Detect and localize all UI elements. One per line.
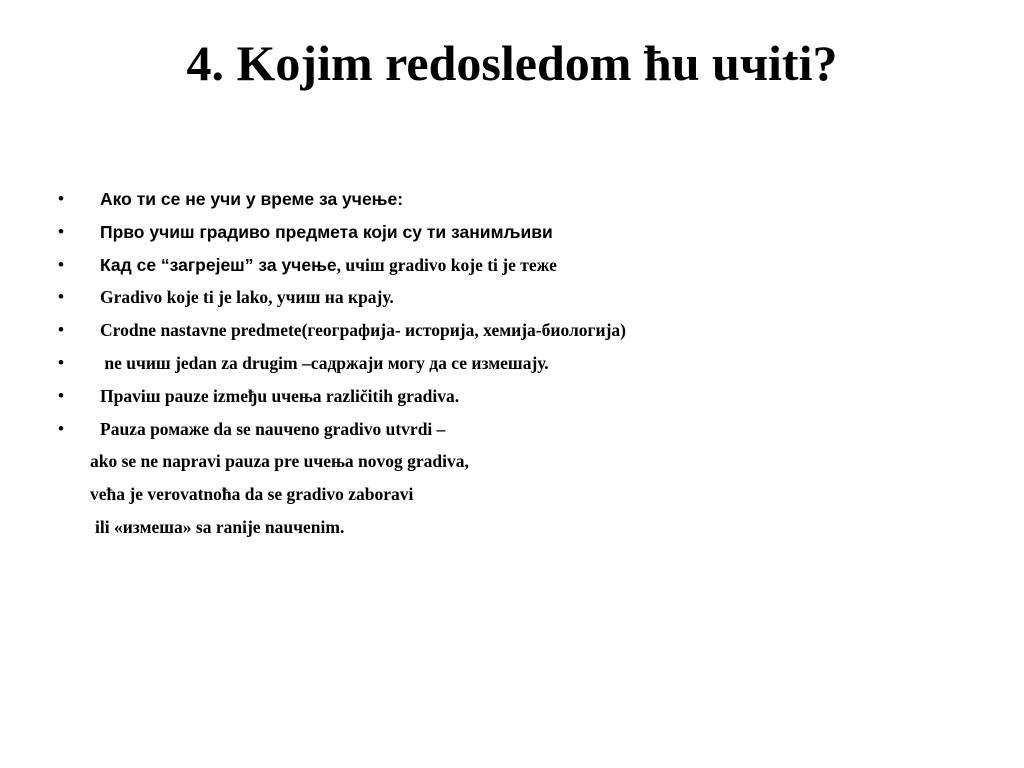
bullet-icon: • <box>58 385 64 405</box>
bullet-text: Пpaviш pauze izmeђu uчeњa različitih gradiva. <box>100 385 460 406</box>
bullet-icon: • <box>58 254 64 274</box>
bullet-text: ne uчиш jedan za drugim –садржаји могу да се измешају. <box>100 352 549 373</box>
bullet-text: Gradivo koje ti je lako, учиш на крају. <box>100 287 394 308</box>
bullet-text-part-a: Кад се “загрејеш” за учење <box>100 254 337 275</box>
bullet-text-part-b: , uчiш gradivo koje ti je теже <box>336 254 557 275</box>
continuation-text: ako se ne napravi pauza pre uчeњa novog gradiva, <box>90 451 469 472</box>
bullet-text: Crodne nastavne predmete(географија- историја, хемија-биологија) <box>100 320 626 341</box>
bullet-text: Ако ти се не учи у време за учење: <box>100 189 404 209</box>
slide-title: 4. Kojim redosledom ћu uчiti? <box>186 35 838 91</box>
continuation-line <box>58 511 978 544</box>
bullet-icon: • <box>58 320 64 340</box>
bullet-text <box>100 249 557 282</box>
bullet-icon: • <box>58 287 64 307</box>
list-item <box>58 347 978 380</box>
bullet-icon: • <box>58 189 64 208</box>
list-item <box>58 183 978 216</box>
bullet-icon: • <box>58 221 64 241</box>
bullet-text: Прво учиш градиво предмета који су ти занимљиви <box>100 221 553 242</box>
list-item <box>58 249 978 282</box>
list-item <box>58 216 978 249</box>
list-item <box>58 314 978 347</box>
list-item <box>58 281 978 314</box>
list-item <box>58 413 978 446</box>
bullet-icon: • <box>58 352 64 372</box>
list-item <box>58 380 978 413</box>
continuation-text: ili «измеша» sa ranije nauчenim. <box>95 516 345 537</box>
continuation-line <box>58 478 978 511</box>
bullet-icon: • <box>58 418 64 438</box>
bullet-text: Pauza ромаже da se nauчeno gradivo utvrdi – <box>100 418 446 439</box>
bullet-list <box>58 183 978 544</box>
continuation-text: veћa je verovatnoћa da se gradivo zaboravi <box>90 484 414 505</box>
continuation-line <box>58 445 978 478</box>
